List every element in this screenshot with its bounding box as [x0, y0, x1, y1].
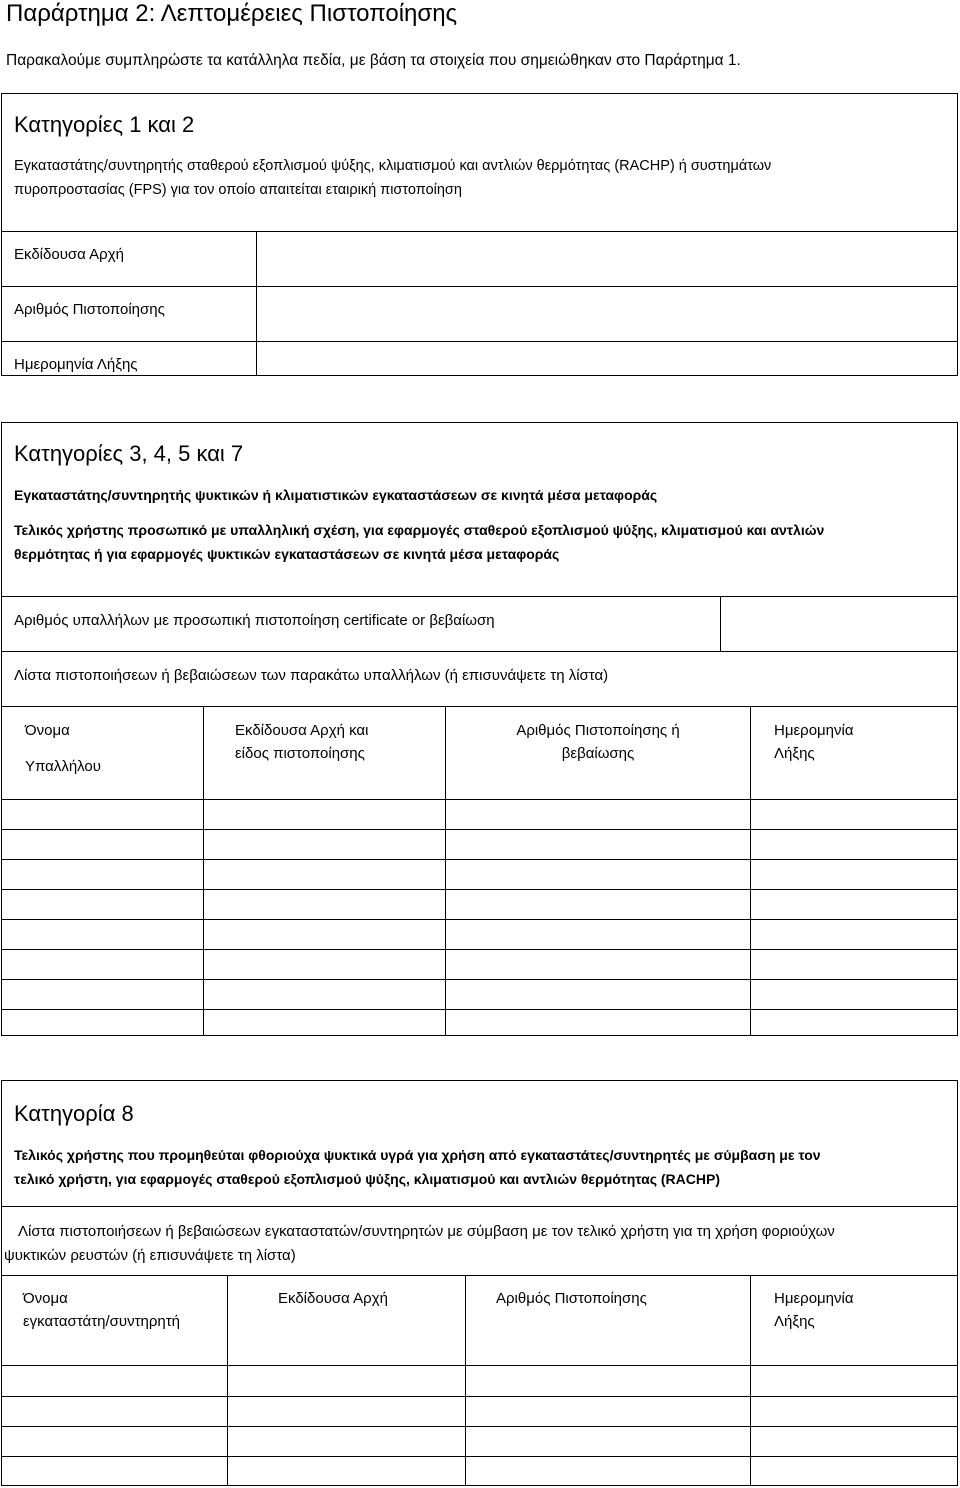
column-header-employee-name — [25, 719, 101, 778]
contractor-list-label — [4, 1220, 954, 1268]
header-line-1: Εκδίδουσα Αρχή — [278, 1290, 388, 1307]
issuing-authority-field[interactable] — [258, 232, 956, 285]
header-line-1: Ημερομηνία — [774, 1290, 854, 1307]
description-line-1: Εγκαταστάτης/συντηρητής σταθερού εξοπλισμού ψύξης, κλιματισμού και αντλιών θερμότητας (RACHP) ή συστημάτων — [14, 158, 772, 174]
field-divider — [256, 231, 257, 376]
header-line-1: Όνομα — [25, 722, 70, 739]
header-line-1: Αριθμός Πιστοποίησης ή — [516, 722, 680, 739]
column-header-issuing-authority — [278, 1287, 388, 1310]
certificate-number-field[interactable] — [258, 287, 956, 341]
description-line-2: τελικό χρήστη, για εφαρμογές σταθερού εξοπλισμού ψύξης, κλιματισμού και αντλιών θερμότητας (RACHP) — [14, 1171, 721, 1187]
section-description — [14, 154, 944, 202]
certificate-number-label: Αριθμός Πιστοποίησης — [14, 301, 165, 318]
employees-row-bottom-line — [1, 651, 958, 652]
section-description — [14, 1143, 954, 1191]
column-header-contractor-name — [23, 1287, 180, 1333]
employees-row-top-line — [1, 596, 958, 597]
column-header-expiry-date — [774, 719, 854, 765]
header-line-2: Λήξης — [774, 745, 815, 762]
section-subheading-mobile: Εγκαταστάτης/συντηρητής ψυκτικών ή κλιματιστικών εγκαταστάσεων σε κινητά μέσα μεταφοράς — [14, 487, 658, 503]
column-header-expiry-date — [774, 1287, 854, 1333]
header-line-2: βεβαίωσης — [561, 745, 635, 762]
employees-count-divider — [720, 596, 721, 651]
employee-list-label: Λίστα πιστοποιήσεων ή βεβαιώσεων των παρακάτω υπαλλήλων (ή επισυνάψετε τη λίστα) — [14, 667, 609, 684]
header-line-2: Λήξης — [774, 1313, 815, 1330]
employees-count-label: Αριθμός υπαλλήλων με προσωπική πιστοποίηση certificate or βεβαίωση — [14, 612, 495, 629]
expiry-date-label: Ημερομηνία Λήξης — [14, 356, 138, 373]
header-line-1: Όνομα — [23, 1290, 68, 1307]
subheading-line-1: Τελικός χρήστης προσωπικό με υπαλληλική σχέση, για εφαρμογές σταθερού εξοπλισμού ψύξης, κλιματισμού και αντλιών — [14, 522, 825, 538]
description-line-2: πυροπροστασίας (FPS) για τον οποίο απαιτείται εταιρική πιστοποίηση — [14, 182, 462, 198]
section-subheading-end-user — [14, 518, 949, 566]
list-top-line — [1, 1206, 958, 1207]
column-header-certificate-number — [496, 1287, 647, 1310]
header-line-2: εγκαταστάτη/συντηρητή — [23, 1313, 181, 1330]
expiry-date-field[interactable] — [258, 342, 956, 374]
employees-count-field[interactable] — [722, 598, 956, 650]
column-header-certificate-number — [446, 719, 750, 765]
page-title: Παράρτημα 2: Λεπτομέρειες Πιστοποίησης — [6, 0, 458, 27]
subheading-line-2: θερμότητας ή για εφαρμογές ψυκτικών εγκαταστάσεων σε κινητά μέσα μεταφοράς — [14, 546, 560, 562]
section-heading: Κατηγορίες 3, 4, 5 και 7 — [14, 441, 244, 466]
list-line-2: ψυκτικών ρευστών (ή επισυνάψετε τη λίστα) — [4, 1247, 296, 1264]
header-line-1: Ημερομηνία — [774, 722, 854, 739]
list-line-1: Λίστα πιστοποιήσεων ή βεβαιώσεων εγκαταστατών/συντηρητών με σύμβαση με τον τελικό χρήστη για τη χρήση φοριούχων — [18, 1223, 835, 1240]
page-intro: Παρακαλούμε συμπληρώστε τα κατάλληλα πεδία, με βάση τα στοιχεία που σημειώθηκαν στο Παράρτημα 1. — [6, 52, 741, 69]
header-line-1: Εκδίδουσα Αρχή και — [235, 722, 369, 739]
column-header-issuing-authority — [235, 719, 368, 765]
header-line-2: είδος πιστοποίησης — [235, 745, 365, 762]
contractor-table — [1, 1275, 958, 1486]
issuing-authority-label: Εκδίδουσα Αρχή — [14, 246, 124, 263]
description-line-1: Τελικός χρήστης που προμηθεύται φθοριούχα ψυκτικά υγρά για χρήση από εγκαταστάτες/συντηρητές με σύμβαση με τον — [14, 1147, 821, 1163]
header-line-2: Υπαλλήλου — [25, 758, 101, 775]
header-line-1: Αριθμός Πιστοποίησης — [496, 1290, 647, 1307]
section-heading: Κατηγορίες 1 και 2 — [14, 112, 195, 137]
section-heading: Κατηγορία 8 — [14, 1101, 134, 1126]
employee-table — [1, 706, 958, 1036]
